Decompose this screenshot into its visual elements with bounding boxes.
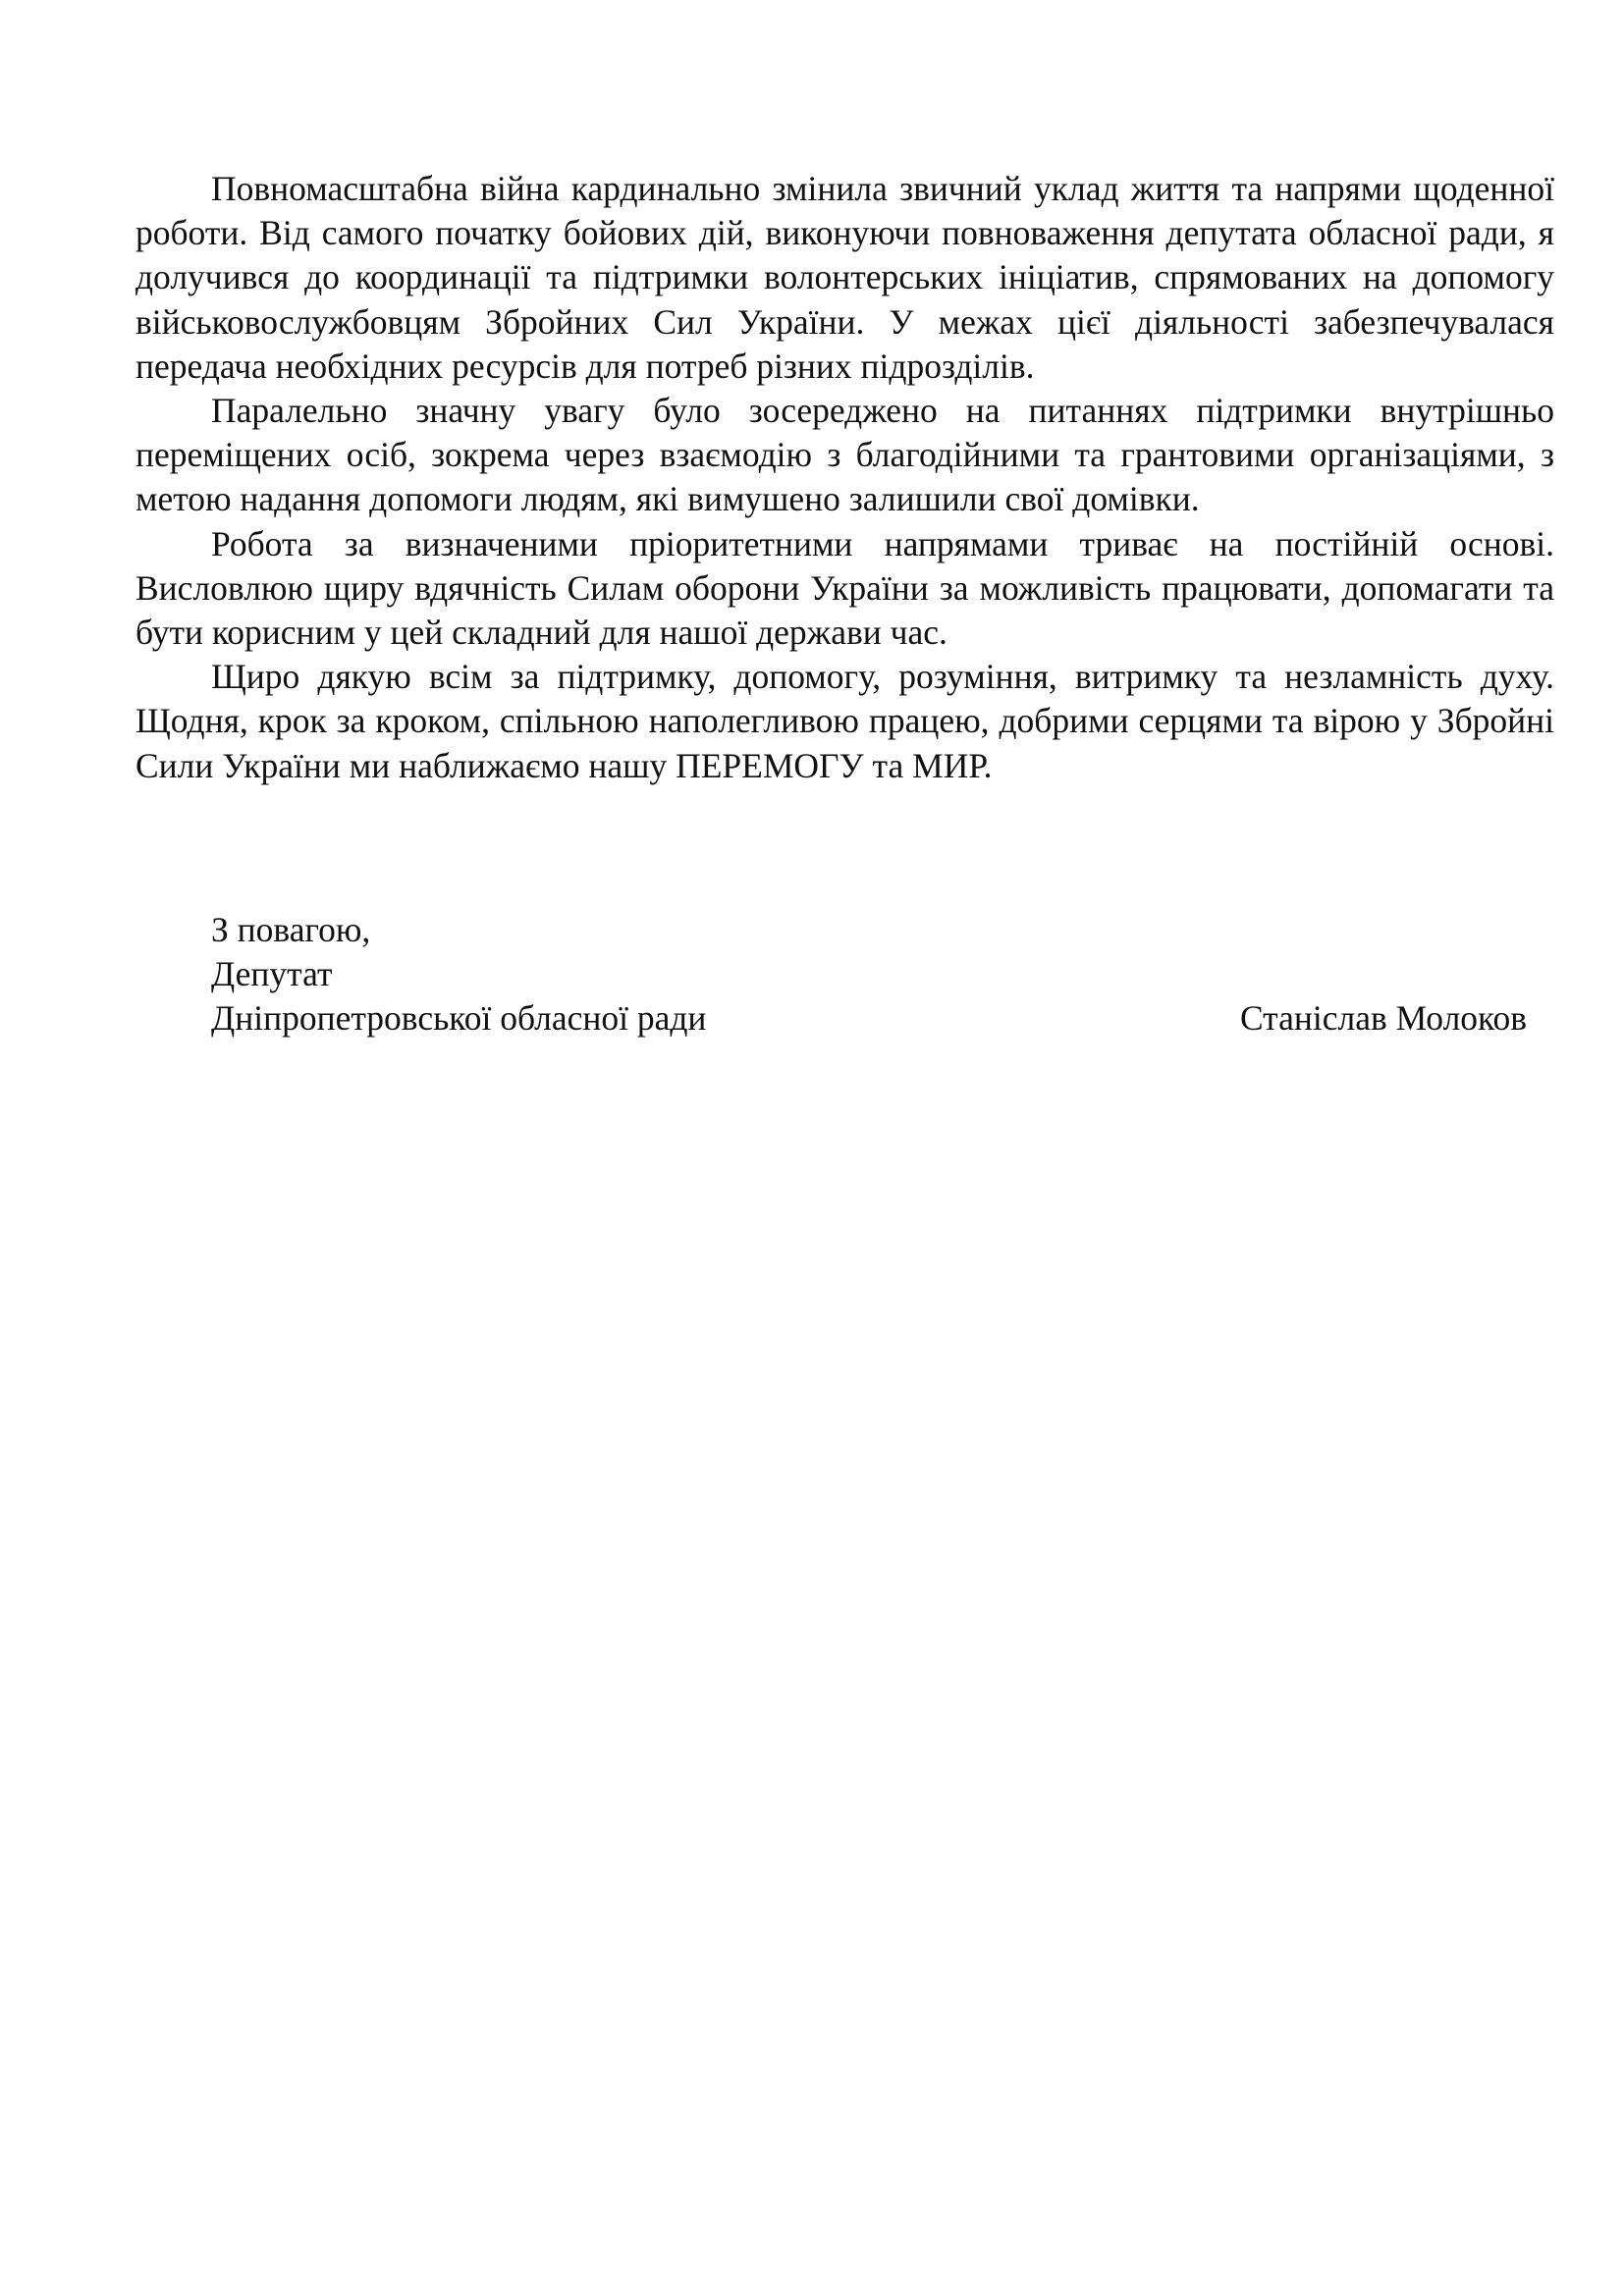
signature-row xyxy=(211,996,1527,1041)
signature-title: Депутат xyxy=(211,954,333,994)
signature-closing: З повагою, xyxy=(211,910,371,949)
letter-body xyxy=(135,167,1554,788)
signature-block xyxy=(211,908,1527,1041)
paragraph-ongoing-work: Робота за визначеними пріоритетними напрямами триває на постійній основі. Висловлюю щиру вдячність Силам оборони України за можливість працювати, допомагати та бути корисним у цей складний для нашої держави час. xyxy=(135,523,1554,653)
paragraph-gratitude: Щиро дякую всім за підтримку, допомогу, розуміння, витримку та незламність духу. Щодня, крок за кроком, спільною наполегливою працею, добрими серцями та вірою у Збройні Сили України ми наближаємо нашу ПЕРЕМОГУ та МИР. xyxy=(135,657,1554,785)
signature-organization: Дніпропетровської обласної ради xyxy=(211,998,707,1039)
paragraph-war-impact: Повномасштабна війна кардинально змінила звичний уклад життя та напрями щоденної роботи. Від самого початку бойових дій, виконуючи повноваження депутата обласної ради, я долучився до координації та підтримки волонтерських ініціатив, спрямованих на допомогу військовослужбовцям Збройних Сил України. У межах цієї діяльності забезпечувалася передача необхідних ресурсів для потреб різних підрозділів. xyxy=(135,169,1554,386)
signature-name: Станіслав Молоков xyxy=(1239,998,1527,1039)
paragraph-idp-support: Паралельно значну увагу було зосереджено на питаннях підтримки внутрішньо переміщених осіб, зокрема через взаємодію з благодійними та грантовими організаціями, з метою надання допомоги людям, які вимушено залишили свої домівки. xyxy=(135,391,1554,519)
